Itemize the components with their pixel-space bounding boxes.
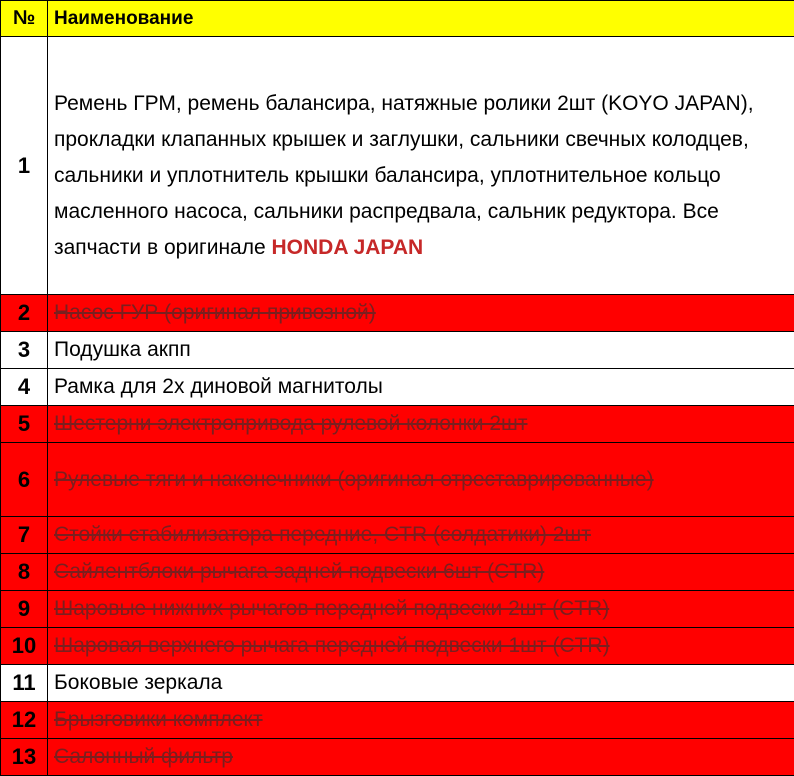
row-name: Шаровая верхнего рычага передней подвески 1шт (CTR): [48, 628, 794, 665]
row-number: 5: [1, 406, 48, 443]
row-name: Сайлентблоки рычага задней подвески 6шт (CTR): [48, 554, 794, 591]
row-number: 13: [1, 739, 48, 776]
header-number: №: [1, 1, 48, 37]
table-row: [1, 554, 794, 591]
table-row: [1, 628, 794, 665]
table-row: [1, 369, 794, 406]
table-row: [1, 295, 794, 332]
row-number: 10: [1, 628, 48, 665]
row-name: Боковые зеркала: [48, 665, 794, 702]
table-row: [1, 591, 794, 628]
row-name: Рамка для 2х диновой магнитолы: [48, 369, 794, 406]
brand-name: HONDA JAPAN: [272, 236, 424, 259]
row-number: 7: [1, 517, 48, 554]
row-name: [48, 37, 794, 295]
row-text: Ремень ГРМ, ремень балансира, натяжные ролики 2шт (KOYO JAPAN), прокладки клапанных крышек и заглушки, сальники свечных колодцев, сальники и уплотнитель крышки балансира, уплотнительное кольцо масленного насоса, сальники распредвала, сальник редуктора. Все запчасти в оригинале: [54, 92, 754, 259]
table-row: [1, 37, 794, 295]
row-name: Шаровые нижних рычагов передней подвески 2шт (CTR): [48, 591, 794, 628]
row-number: 4: [1, 369, 48, 406]
table-row: [1, 665, 794, 702]
row-number: 12: [1, 702, 48, 739]
table-row: [1, 443, 794, 517]
row-number: 9: [1, 591, 48, 628]
row-name: Шестерни электропривода рулевой колонки 2шт: [48, 406, 794, 443]
table-row: [1, 332, 794, 369]
row-name: Рулевые тяги и наконечники (оригинал отреставрированные): [48, 443, 794, 517]
row-name: Насос ГУР (оригинал привозной): [48, 295, 794, 332]
row-number: 2: [1, 295, 48, 332]
table-row: [1, 406, 794, 443]
row-number: 3: [1, 332, 48, 369]
row-number: 6: [1, 443, 48, 517]
row-name: Стойки стабилизатора передние, CTR (солдатики) 2шт: [48, 517, 794, 554]
row-name: Брызговики комплект: [48, 702, 794, 739]
table-header-row: [1, 1, 794, 37]
row-number: 8: [1, 554, 48, 591]
row-number: 11: [1, 665, 48, 702]
table-row: [1, 517, 794, 554]
row-number: 1: [1, 37, 48, 295]
row-name: Подушка акпп: [48, 332, 794, 369]
row-name: Салонный фильтр: [48, 739, 794, 776]
header-name: Наименование: [48, 1, 794, 37]
table-row: [1, 702, 794, 739]
table-row: [1, 739, 794, 776]
